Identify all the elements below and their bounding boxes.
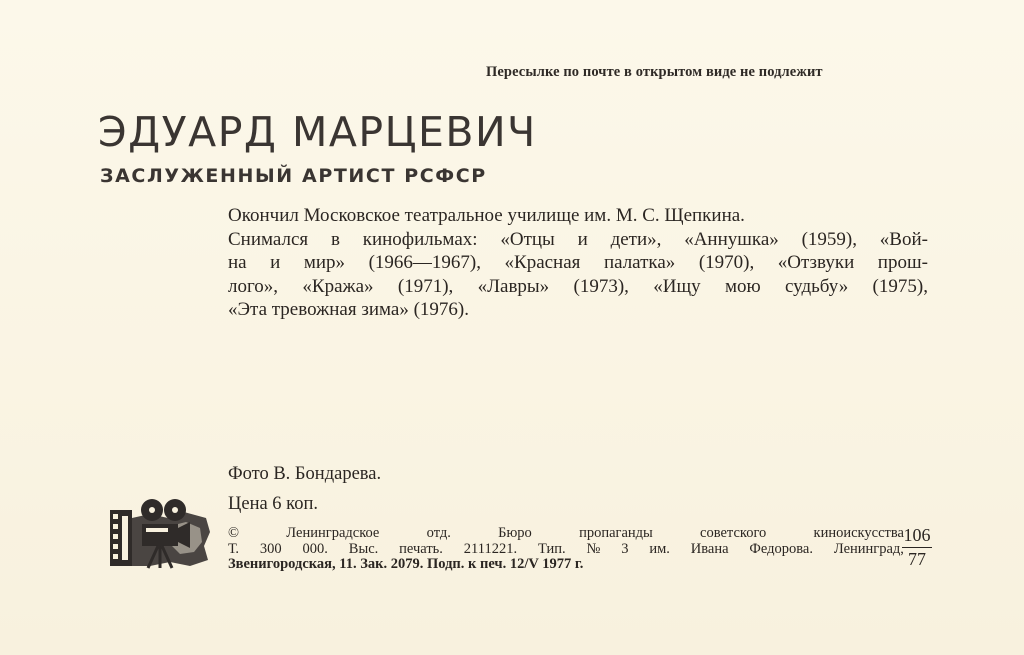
word: (1966—1967), <box>368 252 481 273</box>
word: Снимался <box>228 228 309 250</box>
word: им. <box>649 540 670 557</box>
imprint-line-justified <box>228 542 904 558</box>
word: Т. <box>228 540 240 557</box>
word: «Кража» <box>302 275 374 297</box>
actor-title: ЗАСЛУЖЕННЫЙ АРТИСТ РСФСР <box>100 165 487 187</box>
word: мою <box>724 275 761 297</box>
word: «Отзвуки <box>777 252 855 273</box>
word: 300 <box>259 540 282 557</box>
word: палатка» <box>603 252 676 273</box>
word: «Красная <box>504 252 581 273</box>
word: 2111221. <box>463 540 518 557</box>
word: (1973), <box>573 275 629 297</box>
word: дети», <box>610 228 662 250</box>
word: «Вой- <box>879 228 928 250</box>
word: мир» <box>303 252 346 273</box>
bio-line: Окончил Московское театральное училище им. М. С. Щепкина. <box>228 205 745 226</box>
word: и <box>577 228 588 250</box>
word: в <box>330 228 340 250</box>
word: Тип. <box>537 540 566 557</box>
word: № <box>586 540 601 557</box>
bio-line: «Эта тревожная зима» (1976). <box>228 299 469 320</box>
mailing-notice: Пересылке по почте в открытом виде не подлежит <box>486 64 823 80</box>
fraction-bar <box>902 547 932 548</box>
word: Федорова. <box>749 540 813 557</box>
word: судьбу» <box>784 275 849 297</box>
word: печать. <box>399 540 443 557</box>
word: (1975), <box>872 275 928 297</box>
bio-line-justified <box>228 275 928 299</box>
word: советского <box>700 525 767 541</box>
imprint-line-justified <box>228 526 904 542</box>
bio-line-justified <box>228 228 928 252</box>
biography <box>228 204 928 322</box>
film-camera-icon <box>110 496 212 570</box>
word: Ленинградское <box>286 525 380 541</box>
price-label: Цена 6 коп. <box>228 494 319 514</box>
word: киноискусства <box>813 525 904 541</box>
word: Ленинград, <box>833 540 904 557</box>
word: и <box>270 252 281 273</box>
word: отд. <box>426 525 451 541</box>
word: © <box>228 525 240 541</box>
word: «Аннушка» <box>684 228 779 250</box>
index-denominator: 77 <box>908 549 926 569</box>
word: (1959), <box>801 228 857 250</box>
word: лого», <box>228 275 279 297</box>
index-numerator: 106 <box>903 525 931 545</box>
bio-line-justified <box>228 251 928 275</box>
catalog-index <box>900 525 934 569</box>
word: «Лавры» <box>477 275 550 297</box>
word: (1970), <box>698 252 755 273</box>
actor-name: ЭДУАРД МАРЦЕВИЧ <box>98 108 537 156</box>
word: 000. <box>302 540 328 557</box>
word: Выс. <box>348 540 379 557</box>
word: (1971), <box>397 275 454 297</box>
word: «Отцы <box>500 228 555 250</box>
word: кинофильмах: <box>362 228 478 250</box>
word: прош- <box>877 252 928 273</box>
word: 3 <box>621 540 629 557</box>
photo-credit: Фото В. Бондарева. <box>228 464 382 484</box>
word: Бюро <box>498 525 532 541</box>
imprint-line: Звенигородская, 11. Зак. 2079. Подп. к печ. 12/V 1977 г. <box>228 556 584 572</box>
word: на <box>228 252 247 273</box>
word: пропаганды <box>579 525 653 541</box>
word: Ивана <box>690 540 729 557</box>
word: «Ищу <box>653 275 701 297</box>
imprint <box>228 526 904 573</box>
